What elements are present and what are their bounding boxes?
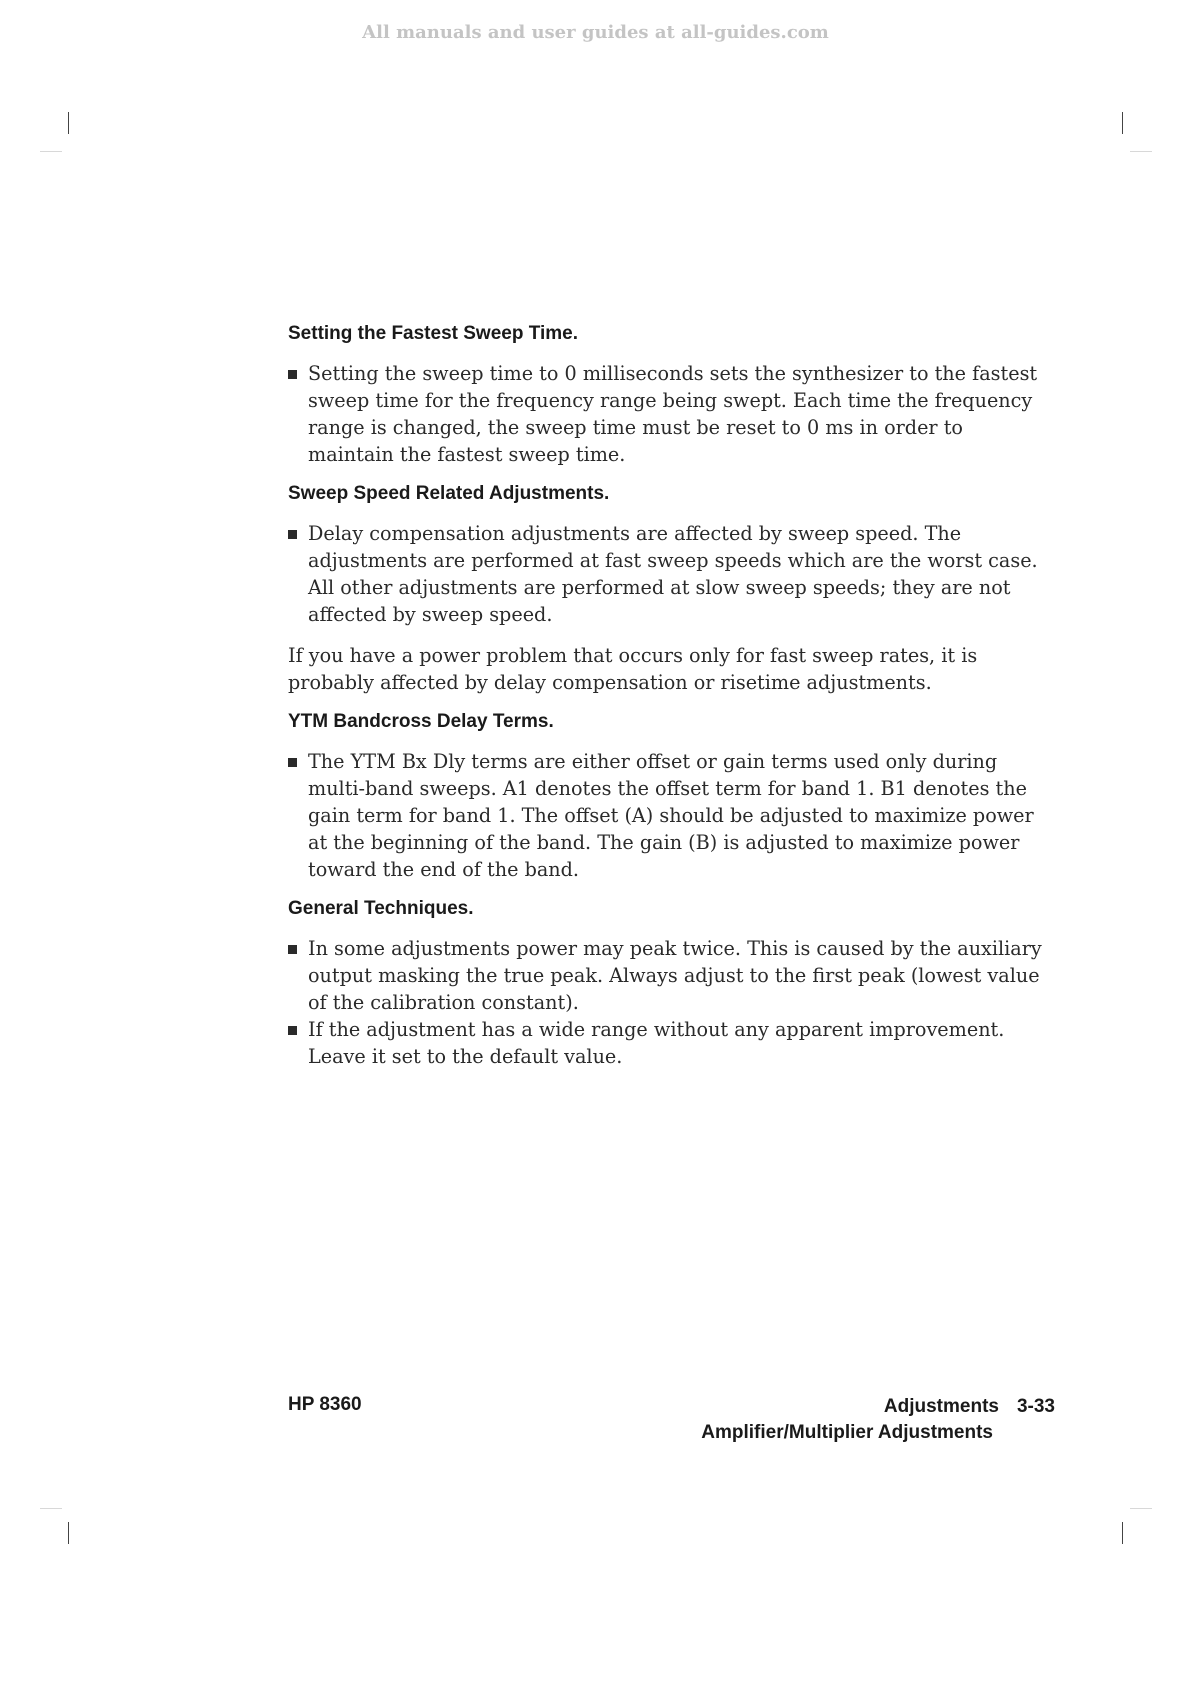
section-sweep-speed-adjustments [288, 482, 1048, 696]
list-item-text: The YTM Bx Dly terms are either offset or gain terms used only during multi-band sweeps. A1 denotes the offset term for band 1. B1 denotes the gain term for band 1. The offset (A) should be adjusted to maximize power at the beginning of the band. The gain (B) is adjusted to maximize power toward the end of the band. [308, 750, 1034, 881]
section-heading: Sweep Speed Related Adjustments. [288, 483, 610, 504]
section-heading: YTM Bandcross Delay Terms. [288, 711, 554, 732]
footer-chapter: Adjustments [883, 1396, 999, 1417]
page-number: 3-33 [1016, 1396, 1055, 1417]
square-bullet-icon [288, 758, 297, 767]
list-item-text: In some adjustments power may peak twice. This is caused by the auxiliary output masking the true peak. Always adjust to the first peak (lowest value of the calibration constant). [308, 937, 1042, 1014]
list-item [288, 360, 1048, 468]
footer-section: Amplifier/Multiplier Adjustments [701, 1422, 993, 1443]
list-item [288, 935, 1048, 1016]
list-item-text: Delay compensation adjustments are affected by sweep speed. The adjustments are performed at fast sweep speeds which are the worst case. All other adjustments are performed at slow sweep speeds; they are not affected by sweep speed. [308, 522, 1038, 626]
square-bullet-icon [288, 530, 297, 539]
watermark: All manuals and user guides at all-guides.com [362, 22, 829, 43]
section-ytm-bandcross-delay [288, 710, 1048, 883]
crop-mark-top-left-h [40, 151, 62, 152]
body-paragraph: If you have a power problem that occurs only for fast sweep rates, it is probably affected by delay compensation or risetime adjustments. [288, 644, 978, 694]
crop-mark-bottom-right-h [1130, 1508, 1152, 1509]
crop-mark-bottom-left-h [40, 1508, 62, 1509]
bullet-list [288, 360, 1048, 468]
section-heading: General Techniques. [288, 898, 474, 919]
crop-mark-top-right [1122, 112, 1123, 134]
section-fastest-sweep-time [288, 322, 1048, 468]
list-item [288, 748, 1048, 883]
list-item-text: If the adjustment has a wide range without any apparent improvement. Leave it set to the default value. [308, 1018, 1005, 1068]
list-item [288, 1016, 1048, 1070]
square-bullet-icon [288, 1026, 297, 1035]
crop-mark-top-right-h [1130, 151, 1152, 152]
square-bullet-icon [288, 370, 297, 379]
list-item [288, 520, 1048, 628]
bullet-list [288, 520, 1048, 628]
crop-mark-bottom-left [68, 1522, 69, 1544]
square-bullet-icon [288, 945, 297, 954]
footer-running-head [701, 1394, 1055, 1446]
crop-mark-bottom-right [1122, 1522, 1123, 1544]
page-body [288, 322, 1048, 1084]
footer-chapter-line [701, 1394, 1055, 1420]
bullet-list [288, 748, 1048, 883]
section-general-techniques [288, 897, 1048, 1070]
list-item-text: Setting the sweep time to 0 milliseconds sets the synthesizer to the fastest sweep time for the frequency range being swept. Each time the frequency range is changed, the sweep time must be reset to 0 ms in order to maintain the fastest sweep time. [308, 362, 1038, 466]
section-heading: Setting the Fastest Sweep Time. [288, 323, 579, 344]
bullet-list [288, 935, 1048, 1070]
footer-model: HP 8360 [288, 1394, 362, 1415]
crop-mark-top-left [68, 112, 69, 134]
